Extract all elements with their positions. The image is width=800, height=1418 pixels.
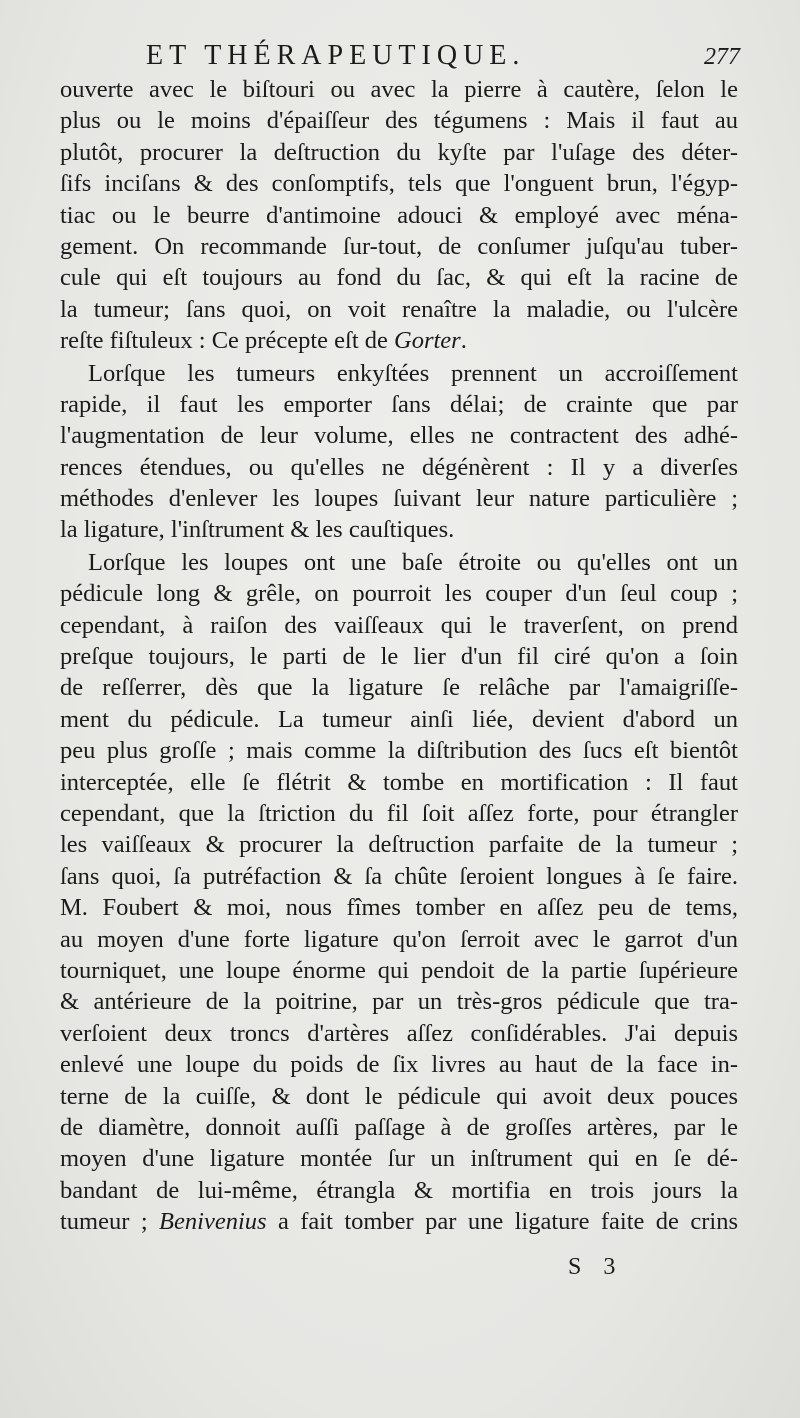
text-line: méthodes d'enlever les loupes ſuivant leur nature particulière ;: [60, 485, 738, 513]
text-line: pédicule long & grêle, on pourroit les couper d'un ſeul coup ;: [60, 580, 738, 608]
text-line: terne de la cuiſſe, & dont le pédicule qui avoit deux pouces: [60, 1082, 738, 1110]
text-line: preſque toujours, le parti de le lier d'un fil ciré qu'on a ſoin: [60, 643, 738, 671]
text-line: interceptée, elle ſe flétrit & tombe en mortification : Il faut: [60, 768, 738, 796]
text-line: de diamètre, donnoit auſſi paſſage à de groſſes artères, par le: [60, 1113, 738, 1141]
text-segment: tumeur ;: [60, 1208, 160, 1236]
body-text: [60, 74, 738, 1237]
text-line: la ligature, l'inſtrument & les cauſtiques.: [60, 516, 455, 544]
text-line: les vaiſſeaux & procurer la deſtruction parfaite de la tumeur ;: [60, 831, 738, 859]
text-line: ſifs inciſans & des conſomptifs, tels que l'onguent brun, l'égyp-: [60, 170, 738, 198]
text-line: peu plus groſſe ; mais comme la diſtribution des ſucs eſt bientôt: [60, 737, 738, 765]
text-line: ment du pédicule. La tumeur ainſi liée, devient d'abord un: [60, 705, 738, 733]
text-line: & antérieure de la poitrine, par un très-gros pédicule que tra-: [60, 988, 738, 1016]
text-line: la tumeur; ſans quoi, on voit renaître la maladie, ou l'ulcère: [60, 295, 738, 323]
text-line: cule qui eſt toujours au fond du ſac, & qui eſt la racine de: [60, 264, 738, 292]
text-line: l'augmentation de leur volume, elles ne contractent des adhé-: [60, 422, 738, 450]
text-line: bandant de lui-même, étrangla & mortifia en trois jours la: [60, 1176, 738, 1204]
text-segment: a fait tomber par une ligature faite de crins: [266, 1208, 738, 1236]
page-number: 277: [704, 44, 740, 70]
text-line: de reſſerrer, dès que la ligature ſe relâche par l'amaigriſſe-: [60, 674, 738, 702]
text-line: plus ou le moins d'épaiſſeur des tégumens : Mais il faut au: [60, 107, 738, 135]
author-name: Benivenius: [159, 1208, 267, 1236]
text-line: [60, 325, 738, 356]
text-line: tiac ou le beurre d'antimoine adouci & employé avec ména-: [60, 201, 738, 229]
text-line: ſans quoi, ſa putréfaction & ſa chûte ſeroient longues à ſe faire.: [60, 862, 738, 890]
page-header: [60, 40, 740, 76]
text-line: M. Foubert & moi, nous fîmes tomber en aſſez peu de tems,: [60, 894, 738, 922]
signature-mark: S 3: [568, 1254, 624, 1280]
text-line: cependant, que la ſtriction du fil ſoit aſſez forte, pour étrangler: [60, 799, 738, 827]
text-line: gement. On recommande ſur-tout, de conſumer juſqu'au tuber-: [60, 232, 738, 260]
text-line: cependant, à raiſon des vaiſſeaux qui le traverſent, on prend: [60, 611, 738, 639]
text-line: plutôt, procurer la deſtruction du kyſte par l'uſage des déter-: [60, 138, 738, 166]
text-line: ouverte avec le biſtouri ou avec la pierre à cautère, ſelon le: [60, 76, 738, 103]
text-line: rapide, il faut les emporter ſans délai; de crainte que par: [60, 390, 738, 418]
text-line: Lorſque les loupes ont une baſe étroite ou qu'elles ont un: [88, 548, 738, 576]
text-line: verſoient deux troncs d'artères aſſez conſidérables. J'ai depuis: [60, 1019, 738, 1047]
text-line: Lorſque les tumeurs enkyſtées prennent un accroiſſement: [88, 359, 738, 387]
text-line: tourniquet, une loupe énorme qui pendoit de la partie ſupérieure: [60, 956, 738, 984]
text-line: moyen d'une ligature montée ſur un inſtrument qui en ſe dé-: [60, 1145, 738, 1173]
text-segment: reſte fiſtuleux : Ce précepte eſt de: [60, 327, 395, 355]
text-line: rences étendues, ou qu'elles ne dégénèrent : Il y a diverſes: [60, 453, 738, 481]
author-name: Gorter: [394, 327, 461, 355]
running-head: ET THÉRAPEUTIQUE.: [146, 40, 526, 71]
text-line: au moyen d'une forte ligature qu'on ſerroit avec le garrot d'un: [60, 925, 738, 953]
text-line: [60, 1206, 738, 1237]
text-line: enlevé une loupe du poids de ſix livres au haut de la face in-: [60, 1051, 738, 1079]
text-segment: .: [460, 327, 467, 355]
